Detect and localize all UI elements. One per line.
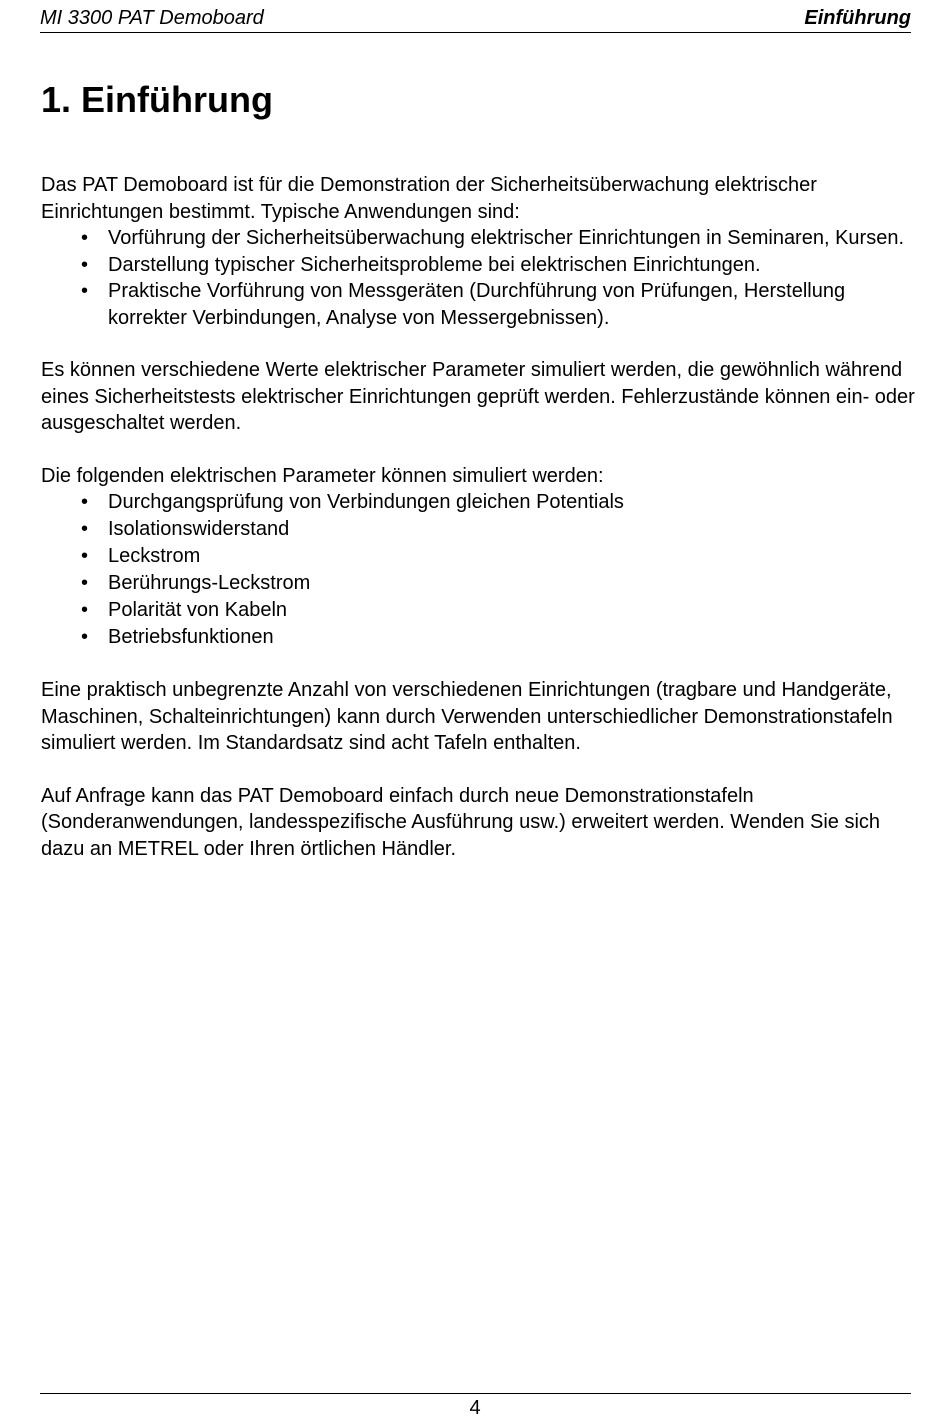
list-item-text: Betriebsfunktionen [108,626,274,648]
list-item [41,624,921,651]
page-header [40,5,911,33]
simulation-paragraph: Es können verschiedene Werte elektrischer Parameter simuliert werden, die gewöhnlich während eines Sicherheitstests elektrischer Einrichtungen geprüft werden. Fehlerzustände können ein- oder ausgeschaltet werden. [41,359,915,434]
list-item [41,543,921,570]
intro-paragraph: Das PAT Demoboard ist für die Demonstration der Sicherheitsüberwachung elektrischer Einrichtungen bestimmt. Typische Anwendungen sind: [41,174,817,223]
list-item-text: Berührungs-Leckstrom [108,572,311,594]
list-item-text: Isolationswiderstand [108,518,290,540]
document-title: MI 3300 PAT Demoboard [40,7,264,29]
applications-list [41,225,921,331]
page-body [41,172,921,862]
list-item [41,516,921,543]
bullet-icon: • [81,545,89,567]
list-item-text: Durchgangsprüfung von Verbindungen gleichen Potentials [108,491,624,513]
section-title: Einführung [804,7,911,29]
footer-divider [40,1393,911,1394]
page-number: 4 [469,1397,481,1419]
bullet-icon: • [81,518,89,540]
list-item [41,597,921,624]
list-item-text: Darstellung typischer Sicherheitsprobleme bei elektrischen Einrichtungen. [108,253,761,276]
list-item-text: Polarität von Kabeln [108,599,288,621]
list-item-text: Praktische Vorführung von Messgeräten (Durchführung von Prüfungen, Herstellung korrekter Verbindungen, Analyse von Messergebnissen). [108,280,846,329]
bullet-icon: • [81,280,89,302]
list-item [41,278,921,331]
list-item [41,570,921,597]
bullet-icon: • [81,572,89,594]
bullet-icon: • [81,599,89,621]
devices-paragraph: Eine praktisch unbegrenzte Anzahl von verschiedenen Einrichtungen (tragbare und Handgeräte, Maschinen, Schalteinrichtungen) kann durch Verwenden unterschiedlicher Demonstrationstafeln simuliert werden. Im Standardsatz sind acht Tafeln enthalten. [41,679,893,754]
list-item [41,252,921,279]
list-item-text: Leckstrom [108,545,201,567]
list-item-text: Vorführung der Sicherheitsüberwachung elektrischer Einrichtungen in Seminaren, Kursen. [108,227,905,249]
parameters-list [41,489,921,651]
contact-paragraph: Auf Anfrage kann das PAT Demoboard einfach durch neue Demonstrationstafeln (Sonderanwendungen, landesspezifische Ausführung usw.) erweitert werden. Wenden Sie sich dazu an METREL oder Ihren örtlichen Händler. [41,784,881,860]
bullet-icon: • [81,253,89,276]
bullet-icon: • [81,491,89,513]
chapter-heading: 1. Einführung [41,79,273,120]
bullet-icon: • [81,626,89,648]
parameters-intro: Die folgenden elektrischen Parameter können simuliert werden: [41,464,604,487]
list-item [41,489,921,516]
bullet-icon: • [81,227,89,249]
list-item [41,225,921,252]
